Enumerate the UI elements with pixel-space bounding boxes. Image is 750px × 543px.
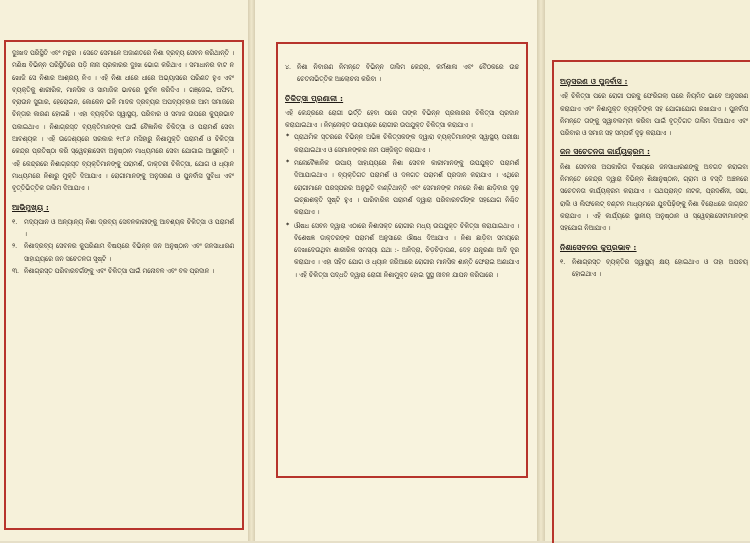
item-text: ନିଶା ନିବାରଣ ନିମନ୍ତେ ବିଭିନ୍ନ ତାଲିମ କେନ୍ଦ୍ର, କର୍ମଶାଳା ଏବଂ ବୈଠକରେ ଉଚ୍ଚ ଚେତନାଭିତ୍ତିକ ଆଲୋଚନା କରିବା । [297, 64, 519, 84]
followup-heading: ଅନୁସରଣ ଓ ପୁନର୍ବାସ : [560, 77, 628, 86]
approach-list [12, 217, 234, 278]
approach-heading: ଆଭିମୁଖ୍ୟ : [12, 202, 50, 212]
followup-paragraph: ଏହି ଚିକିତ୍ସା ପରେ ରୋଗୀ ଘରକୁ ଫେରିଗଲା ପରେ ନିୟମିତ ଭାବେ ଅନୁସରଣ କରାଯାଏ ଏବଂ ନିଶାମୁକ୍ତ ବ୍ୟକ୍ତିଙ୍କ ସହ ଯୋଗାଯୋଗ ରଖାଯାଏ । ପୁନର୍ବାସ ନିମନ୍ତେ ତାଙ୍କୁ ସ୍ୱାବଲମ୍ବୀ କରିବା ପାଇଁ ବୃତ୍ତିଗତ ତାଲିମ ଦିଆଯାଏ ଏବଂ ପରିବାର ଓ ସମାଜ ସହ ସମ୍ପର୍କ ଦୃଢ଼ କରାଯାଏ । [560, 93, 748, 138]
item-number: ୧. [560, 258, 566, 266]
awareness-paragraph: ନିଶା ସେବନର ଅପକାରିତା ବିଷୟରେ ଜନସାଧାରଣଙ୍କୁ ଅବଗତ କରାଇବା ନିମନ୍ତେ କେନ୍ଦ୍ର ଦ୍ୱାରା ବିଭିନ୍ନ ଶିକ୍ଷାନୁଷ୍ଠାନ, ଗ୍ରାମ ଓ ବସ୍ତି ଅଞ୍ଚଳରେ ସଚେତନତା କାର୍ଯ୍ୟକ୍ରମ କରାଯାଏ । ପଥପ୍ରାନ୍ତ ନାଟକ, ପ୍ରଦର୍ଶନୀ, ସଭା, ରାଲି ଓ ଲିଫଲେଟ୍ ବଣ୍ଟନ ମାଧ୍ୟମରେ ଯୁବପିଢ଼ିଙ୍କୁ ନିଶା ବିରୋଧରେ ଜାଗ୍ରତ କରାଯାଏ । ଏହି କାର୍ଯ୍ୟରେ ସ୍ଥାନୀୟ ଅନୁଷ୍ଠାନ ଓ ସ୍ୱେଚ୍ଛାସେବୀମାନଙ୍କ ସହଯୋଗ ନିଆଯାଏ । [560, 163, 748, 233]
treatment-bullets [285, 132, 519, 282]
ill-effects-list [560, 257, 748, 282]
item-text: ନିଶାଗ୍ରସ୍ତ ବ୍ୟକ୍ତିର ସ୍ୱାସ୍ଥ୍ୟ କ୍ଷୟ ହୋଇଥାଏ ଓ ତାହା ଅପଚୟ ହୋଇଥାଏ । [572, 258, 748, 279]
bullet-item: * ଔଷଧ ସେବନ ଦ୍ୱାରା ଏଠାରେ ନିଶାସକ୍ତ ରୋଗୀର ମଧ୍ୟ ଉପଯୁକ୍ତ ଚିକିତ୍ସା କରାଯାଇଥାଏ । ବିଶେଷଜ୍ଞ ଡାକ୍ତରଙ୍କ ପରାମର୍ଶ ଅନୁସାରେ ଔଷଧ ଦିଆଯାଏ । ନିଶା ଛାଡ଼ିବା ସମୟରେ ଦେଖାଦେଉଥିବା ଶାରୀରିକ ସମସ୍ୟା ଯଥା :- ଅନିଦ୍ରା, ଚିଡ଼ଚିଡ଼ାପଣ, ଦେହ ଯନ୍ତ୍ରଣା ଆଦି ଦୂର କରାଯାଏ । ଏହା ସହିତ ଯୋଗ ଓ ଧ୍ୟାନ ଜରିଆରେ ରୋଗୀର ମାନସିକ ଶାନ୍ତି ଫେରାଇ ଅଣାଯାଏ । ଏହି ଚିକିତ୍ସା ପଦ୍ଧତି ଦ୍ୱାରା ରୋଗୀ ନିଶାମୁକ୍ତ ହୋଇ ସୁସ୍ଥ ଜୀବନ ଯାପନ କରିପାରେ । [294, 221, 519, 282]
fold-crease-left [248, 0, 255, 541]
list-item [12, 266, 234, 278]
treatment-intro: ଏହି କେନ୍ଦ୍ରରେ ରୋଗୀ ଭର୍ତ୍ତି ହେବା ପରେ ତାଙ୍କ ବିଭିନ୍ନ ପ୍ରକାରର ଚିକିତ୍ସା ପ୍ରଦାନ କରାଯାଇଥାଏ । ନିମ୍ନୋକ୍ତ ଉପାୟରେ ରୋଗୀର ଉପଯୁକ୍ତ ଚିକିତ୍ସା କରାଯାଏ । [285, 109, 519, 130]
fold-crease-right [537, 0, 545, 541]
left-panel-content [12, 48, 234, 522]
item-number: ୨. [12, 243, 18, 251]
awareness-heading: ଜନ ସଚେତନତା କାର୍ଯ୍ୟକ୍ରମ : [560, 147, 651, 157]
item-text: ନିଶାଗ୍ରସ୍ତ ପରିବାରବର୍ଗଙ୍କୁ ଏବଂ ଚିକିତ୍ସା ପାଇଁ ମନୋବଳ ଏବଂ ବଳ ପ୍ରଦାନ । [24, 268, 214, 276]
list-item [12, 217, 234, 242]
ill-effects-heading: ନିଶାସେବନର କୁପ୍ରଭାବ : [560, 242, 637, 252]
list-item [285, 62, 519, 87]
treatment-heading: ଚିକିତ୍ସା ପ୍ରଣାଳୀ : [285, 93, 344, 103]
right-panel-content [560, 70, 748, 539]
item-number: ୩. [12, 268, 19, 276]
item-text: ନିଶାଦ୍ରବ୍ୟ ସେବନର କୁପରିଣାମ ବିଷୟରେ ବିଭିନ୍ନ ଜନ ଅନୁଷ୍ଠାନ ଏବଂ ଜନସାଧାରଣ ସାହାଯ୍ୟରେ ଜନ ସଚେତନତା ସୃଷ୍ଟି । [24, 243, 234, 263]
bullet-item: * ପ୍ରାଥମିକ ସ୍ତରରେ ବିଭିନ୍ନ ଅଭିଜ୍ଞ ଚିକିତ୍ସକଙ୍କ ଦ୍ୱାରା ବ୍ୟକ୍ତିମାନଙ୍କ ସ୍ୱାସ୍ଥ୍ୟ ପରୀକ୍ଷା କରାଯାଇଥାଏ ଓ ସେମାନଙ୍କର ନାମ ପଞ୍ଜିକୃତ କରାଯାଏ । [294, 132, 519, 157]
continued-list [285, 62, 519, 87]
intro-paragraph: ଦୁଃଖଦ ପରିସ୍ଥିତି ଏବଂ ମନ୍ଥର । ସେତେ ସେମାନେ ଅଜାଣତରେ ନିଶା ଦ୍ରବ୍ୟ ସେବନ କରିଥାନ୍ତି । ମଣିଷ ବିଭିନ୍ନ ପରିସ୍ଥିତିରେ ପଡ଼ି ନାନା ପ୍ରକାରର ଦୁଃଖ ଭୋଗ କରିଥାଏ । ସମାଧାନର ବାଟ ନ ଖୋଜି ସେ ନିଶାର ଆଶ୍ରୟ ନିଏ । ଏହି ନିଶା ଧୀରେ ଧୀରେ ଅଭ୍ୟାସରେ ପରିଣତ ହୁଏ ଏବଂ ବ୍ୟକ୍ତିକୁ ଶାରୀରିକ, ମାନସିକ ଓ ସାମାଜିକ ଭାବରେ ଦୁର୍ବଳ କରିଦିଏ । ଗଞ୍ଜେଇ, ଅଫିମ, ବ୍ରାଉନ ସୁଗାର, ହେରୋଇନ, କୋକେନ ଭଳି ମାଦକ ଦ୍ରବ୍ୟର ଅପବ୍ୟବହାର ଆମ ସମାଜରେ ଚିନ୍ତାର କାରଣ ହୋଇଛି । ଏହା ବ୍ୟକ୍ତିର ସ୍ୱାସ୍ଥ୍ୟ, ପରିବାର ଓ ସମାଜ ଉପରେ କୁପ୍ରଭାବ ପକାଇଥାଏ । ନିଶାଗ୍ରସ୍ତ ବ୍ୟକ୍ତିମାନଙ୍କ ପାଇଁ ବୈଜ୍ଞାନିକ ଚିକିତ୍ସା ଓ ପରାମର୍ଶ ସେବା ଆବଶ୍ୟକ । ଏହି ଉଦ୍ଦେଶ୍ୟରେ ସରକାର ୧୯୮୬ ମସିହାରୁ ନିଶାମୁକ୍ତି ପରାମର୍ଶ ଓ ଚିକିତ୍ସା କେନ୍ଦ୍ର ପ୍ରତିଷ୍ଠା କରି ସ୍ୱେଚ୍ଛାସେବୀ ଅନୁଷ୍ଠାନ ମାଧ୍ୟମରେ ସେବା ଯୋଗାଇ ଆସୁଛନ୍ତି । ଏହି କେନ୍ଦ୍ରରେ ନିଶାଗ୍ରସ୍ତ ବ୍ୟକ୍ତିମାନଙ୍କୁ ପରାମର୍ଶ, ଡାକ୍ତରୀ ଚିକିତ୍ସା, ଯୋଗ ଓ ଧ୍ୟାନ ମାଧ୍ୟମରେ ନିଶାରୁ ମୁକ୍ତି ଦିଆଯାଏ । ରୋଗୀମାନଙ୍କୁ ଅନୁସରଣ ଓ ପୁନର୍ବାସ ସୁବିଧା ଏବଂ ବୃତ୍ତିଭିତ୍ତିକ ତାଲିମ ଦିଆଯାଏ । [12, 50, 234, 193]
list-item [12, 241, 234, 266]
bullet-item: * ମନୋବୈଜ୍ଞାନିକ ଉପାୟ ସାହାଯ୍ୟରେ ନିଶା ସେବନ କାରୀମାନଙ୍କୁ ଉପଯୁକ୍ତ ପରାମର୍ଶ ଦିଆଯାଇଥାଏ । ବ୍ୟକ୍ତିଗତ ପରାମର୍ଶ ଓ ଦଳଗତ ପରାମର୍ଶ ପ୍ରଦାନ କରାଯାଏ । ଏଥିରେ ରୋଗୀମାନେ ପରସ୍ପରର ଅନୁଭୂତି ବାଣ୍ଟିଥାନ୍ତି ଏବଂ ସେମାନଙ୍କ ମନରେ ନିଶା ଛାଡ଼ିବାର ଦୃଢ଼ ଇଚ୍ଛାଶକ୍ତି ସୃଷ୍ଟି ହୁଏ । ପାରିବାରିକ ପରାମର୍ଶ ଦ୍ୱାରା ପରିବାରବର୍ଗଙ୍କ ସହଯୋଗ ନିଶ୍ଚିତ କରାଯାଏ । [294, 158, 519, 219]
item-number: ୪. [285, 64, 292, 71]
item-text: ମଦ୍ୟପାନ ଓ ଅନ୍ୟାନ୍ୟ ନିଶା ଦ୍ରବ୍ୟ ସେବନକାରୀଙ୍କୁ ଆବଶ୍ୟକ ଚିକିତ୍ସା ଓ ପରାମର୍ଶ । [24, 218, 234, 239]
middle-panel-content [285, 62, 519, 468]
list-item [560, 257, 748, 282]
item-number: ୧. [12, 218, 18, 226]
